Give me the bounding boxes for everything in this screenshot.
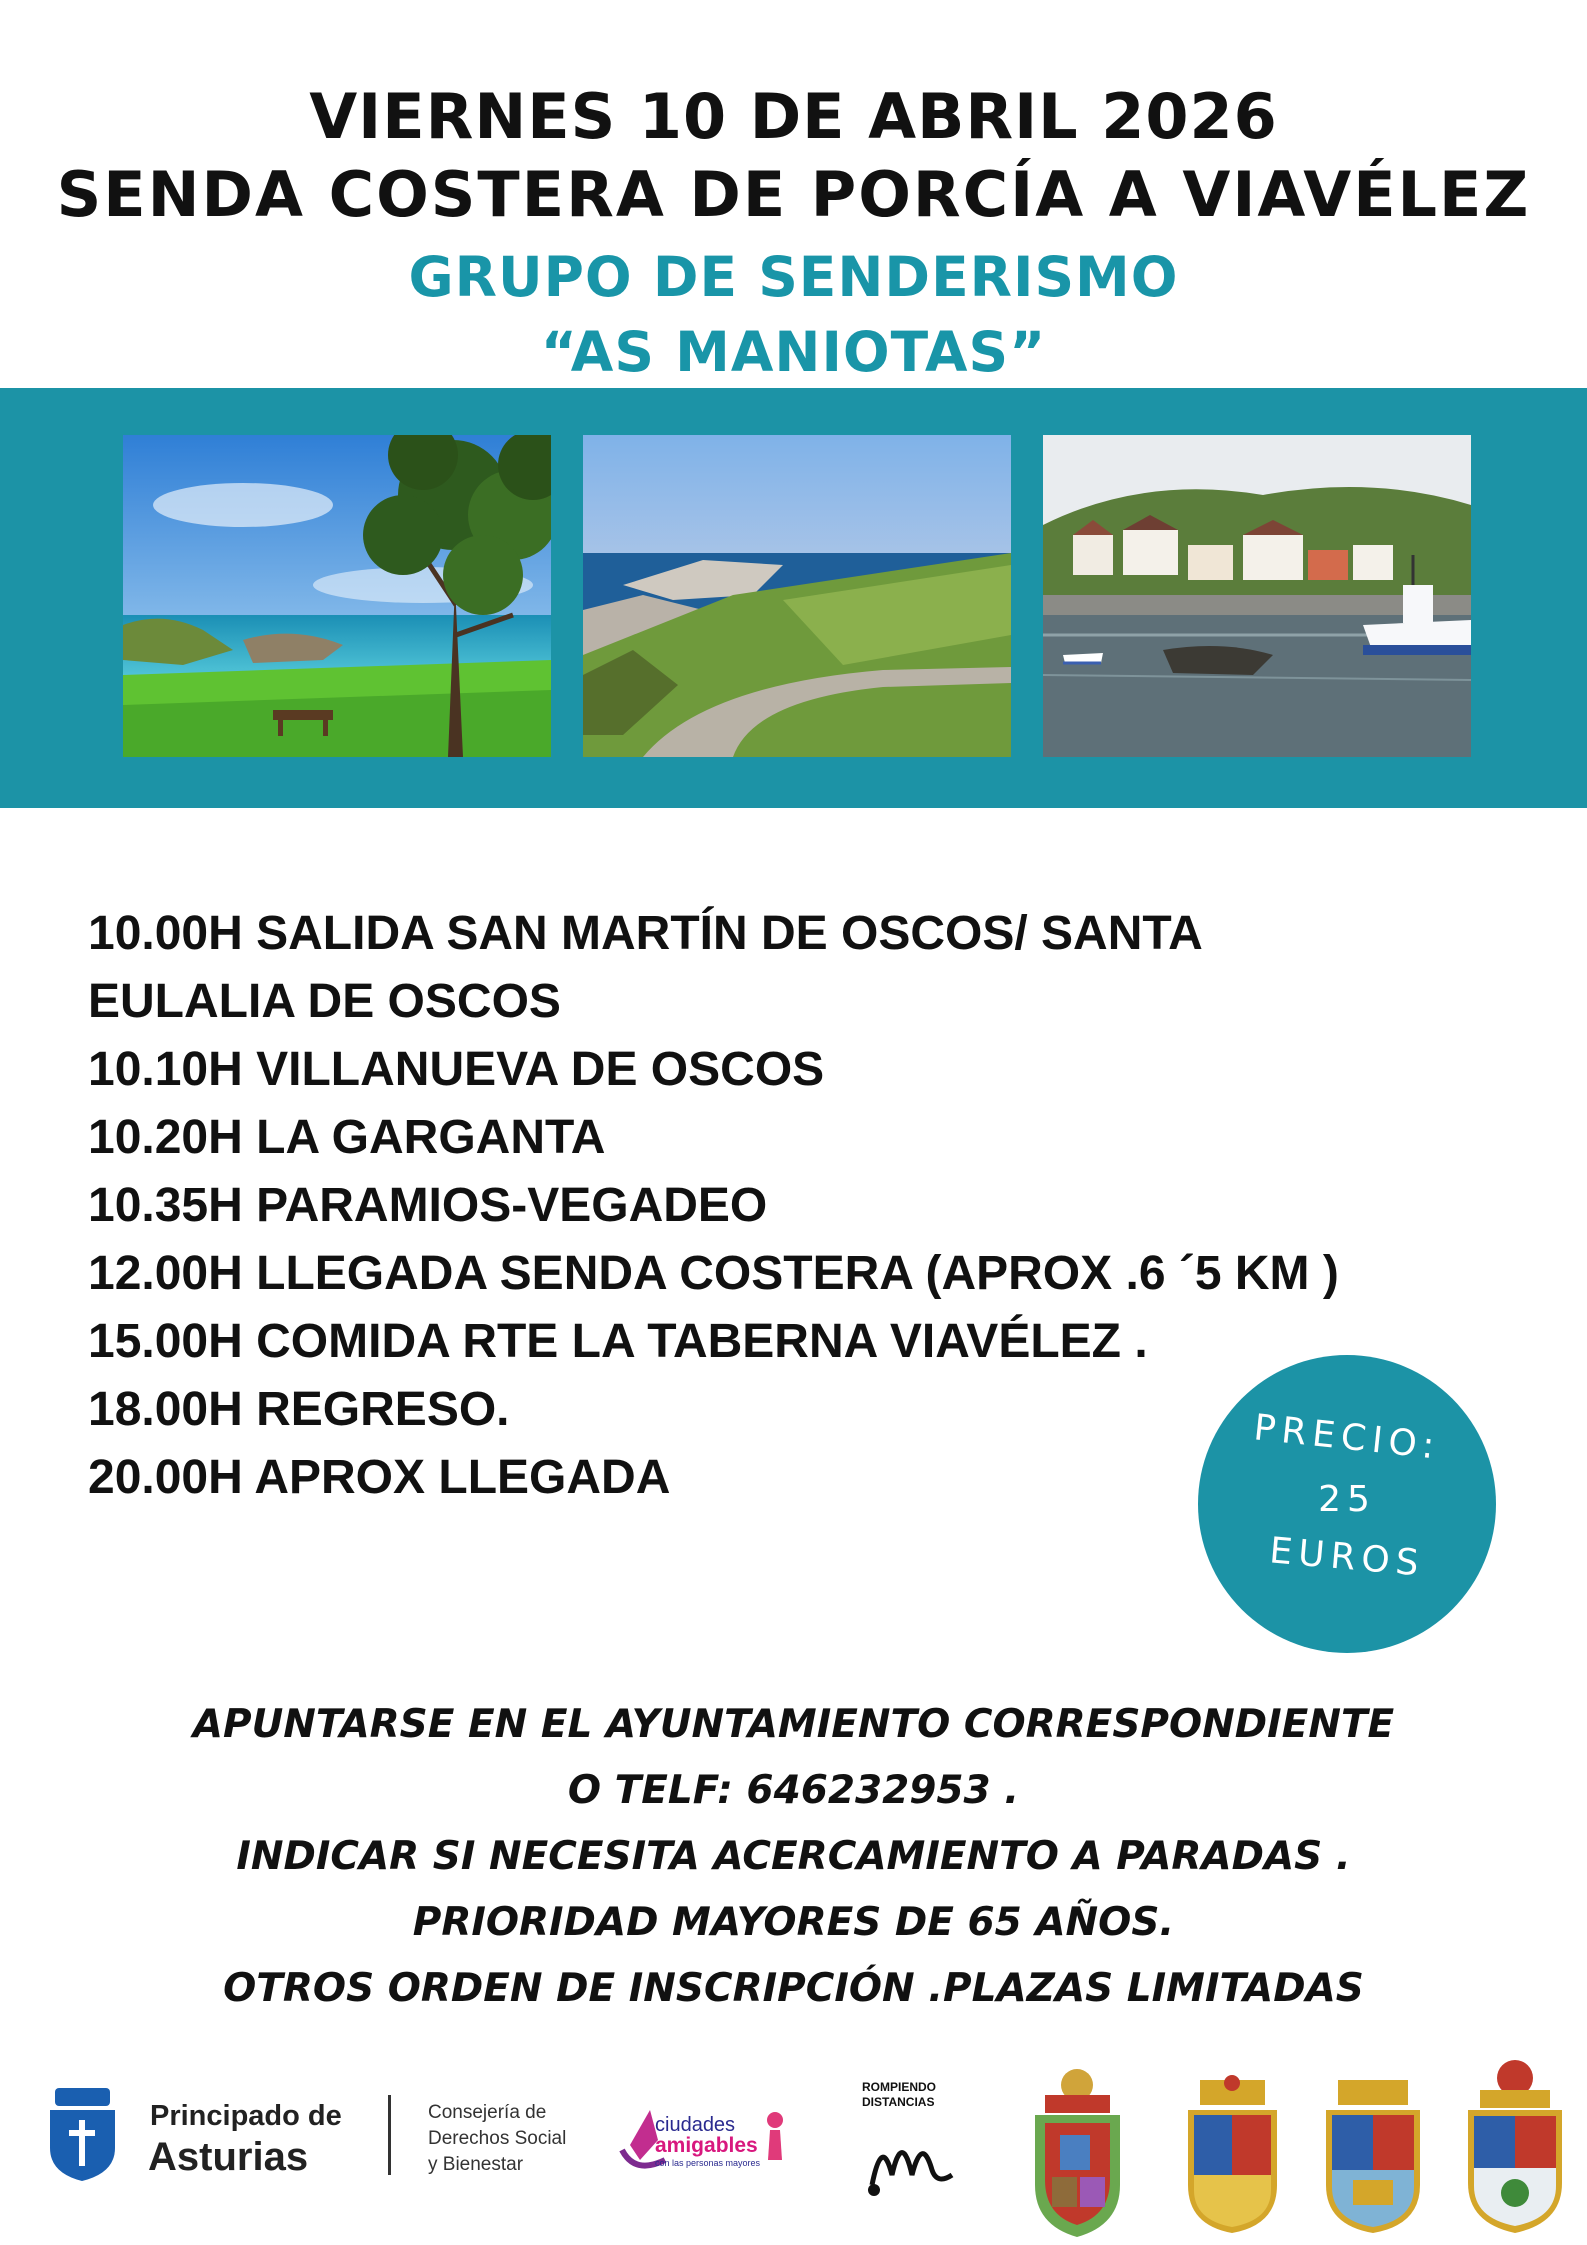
rompiendo-distancias-logo: [862, 2080, 962, 2210]
registration-notes: [0, 1692, 1587, 2022]
schedule-item: 18.00H REGRESO.: [88, 1383, 510, 1436]
municipal-shield-4-icon: [1460, 2058, 1570, 2238]
amigables-text: amigables: [655, 2134, 758, 2157]
price-amount: 25: [1318, 1479, 1376, 1520]
distancias-line: DISTANCIAS: [862, 2095, 935, 2109]
price-currency: EUROS: [1267, 1530, 1427, 1585]
municipal-shield-3-icon: [1318, 2075, 1428, 2235]
photo-viavelez-harbour: [1043, 435, 1471, 757]
schedule-item: 10.10H VILLANUEVA DE OSCOS: [88, 1043, 825, 1096]
ciudades-amigables-logo: [610, 2100, 795, 2185]
schedule-item: 20.00H APROX LLEGADA: [88, 1451, 671, 1504]
note-line: APUNTARSE EN EL AYUNTAMIENTO CORRESPONDIENTE: [192, 1702, 1395, 1747]
schedule-item: 15.00H COMIDA RTE LA TABERNA VIAVÉLEZ .: [88, 1315, 1148, 1368]
photo-coastal-path-cliffs: [583, 435, 1011, 757]
sponsor-logos: [0, 2040, 1587, 2245]
note-line: PRIORIDAD MAYORES DE 65 AÑOS.: [412, 1900, 1175, 1945]
schedule-item: 10.00H SALIDA SAN MARTÍN DE OSCOS/ SANTA: [88, 907, 1203, 960]
group-name-line1: GRUPO DE SENDERISMO: [408, 245, 1179, 309]
schedule-item: 10.35H PARAMIOS-VEGADEO: [88, 1179, 768, 1232]
consejeria-label: [428, 2100, 566, 2178]
schedule-item: 10.20H LA GARGANTA: [88, 1111, 606, 1164]
note-line: O TELF: 646232953 .: [567, 1768, 1020, 1813]
note-line: OTROS ORDEN DE INSCRIPCIÓN .PLAZAS LIMITADAS: [223, 1966, 1364, 2011]
price-badge: [1198, 1355, 1496, 1653]
event-date-title: VIERNES 10 DE ABRIL 2026: [309, 80, 1278, 153]
asturias-label: Asturias: [148, 2135, 309, 2179]
photo-coastal-tree-beach: [123, 435, 551, 757]
schedule-item: EULALIA DE OSCOS: [88, 975, 561, 1028]
municipal-shield-2-icon: [1180, 2075, 1285, 2235]
note-line: INDICAR SI NECESITA ACERCAMIENTO A PARADAS .: [236, 1834, 1351, 1879]
route-title: SENDA COSTERA DE PORCÍA A VIAVÉLEZ: [56, 158, 1531, 231]
group-name-line2: “AS MANIOTAS”: [540, 320, 1047, 384]
rompiendo-line: ROMPIENDO: [862, 2080, 937, 2094]
municipal-shield-1-icon: [1020, 2065, 1135, 2240]
consejeria-line: y Bienestar: [428, 2154, 524, 2175]
consejeria-line: Consejería de: [428, 2102, 547, 2123]
ciudades-subtext: con las personas mayores: [655, 2158, 761, 2168]
ciudades-text: ciudades: [655, 2114, 736, 2136]
price-label: PRECIO:: [1251, 1407, 1443, 1468]
consejeria-line: Derechos Social: [428, 2128, 567, 2149]
asturias-crest-icon: [45, 2088, 120, 2183]
divider: [388, 2095, 391, 2175]
schedule-item: 12.00H LLEGADA SENDA COSTERA (APROX .6 ´5 KM ): [88, 1247, 1339, 1300]
principado-label: Principado de: [150, 2100, 342, 2132]
